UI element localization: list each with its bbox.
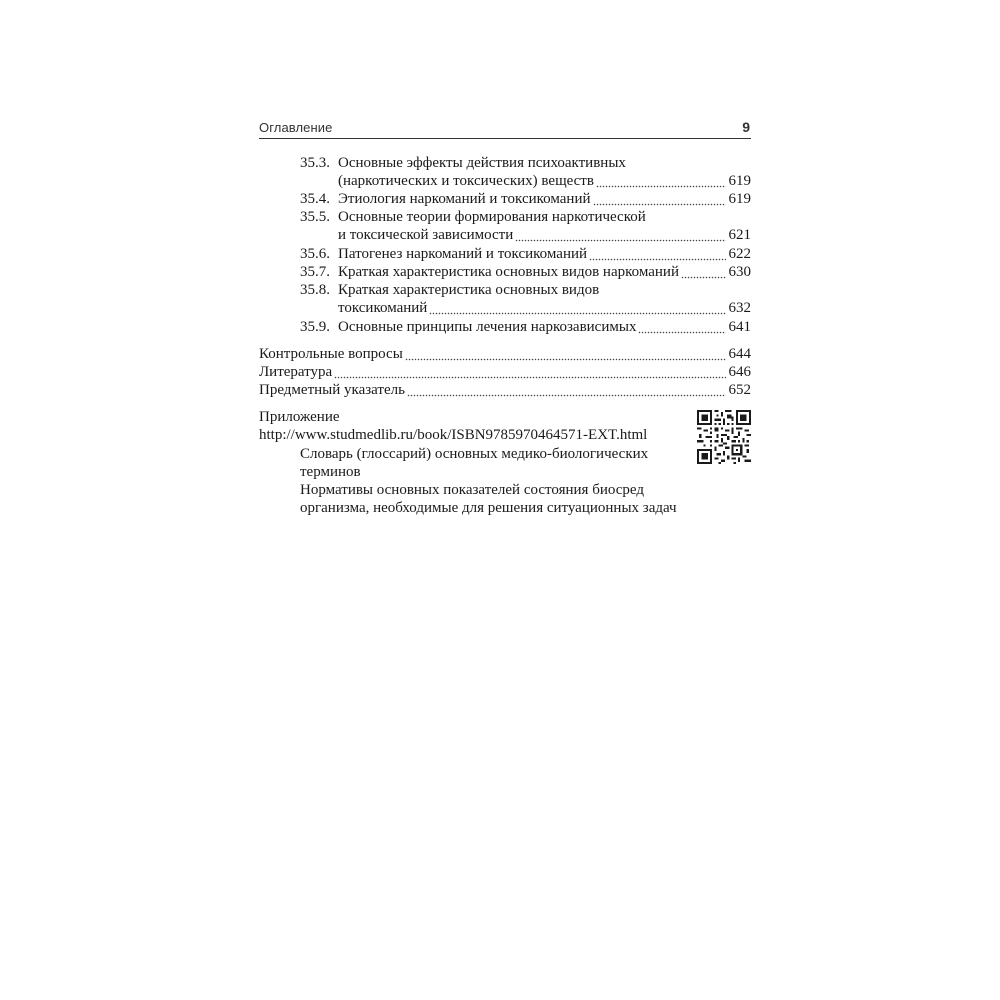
qr-code-icon[interactable] bbox=[697, 410, 751, 464]
appendix-title: Приложение bbox=[259, 409, 340, 425]
toc-entry-page: 641 bbox=[728, 319, 751, 335]
toc-entry-title: Краткая характеристика основных видов bbox=[338, 282, 600, 298]
dot-leader bbox=[638, 318, 726, 336]
toc-entry-title: токсикоманий bbox=[338, 300, 428, 316]
toc-entry-page: 644 bbox=[728, 346, 751, 362]
dot-leader bbox=[593, 190, 726, 208]
toc-entry-number: 35.4. bbox=[300, 191, 330, 207]
header-title: Оглавление bbox=[259, 120, 333, 135]
appendix-url-link[interactable]: http://www.studmedlib.ru/book/ISBN9785970464571-EXT.html bbox=[259, 427, 648, 443]
toc-entry-page: 630 bbox=[728, 264, 751, 280]
toc-entry-page: 619 bbox=[728, 173, 751, 189]
dot-leader bbox=[596, 172, 726, 190]
dot-leader bbox=[681, 263, 726, 281]
toc-entry-title: Этиология наркоманий и токсикоманий bbox=[338, 191, 591, 207]
toc-entry-number: 35.3. bbox=[300, 155, 330, 171]
toc-entry-title: Основные эффекты действия психоактивных bbox=[338, 155, 626, 171]
toc-entry-title: Литература bbox=[259, 364, 333, 380]
toc-entry-number: 35.5. bbox=[300, 209, 330, 225]
toc-entry-title: Основные принципы лечения наркозависимых bbox=[338, 319, 637, 335]
dot-leader bbox=[405, 345, 726, 363]
dot-leader bbox=[334, 363, 726, 381]
dot-leader bbox=[589, 245, 726, 263]
header-rule bbox=[259, 138, 751, 139]
appendix-item-norms-line-1: Нормативы основных показателей состояния биосред bbox=[300, 482, 644, 498]
toc-entry-page: 632 bbox=[728, 300, 751, 316]
running-header bbox=[259, 119, 751, 139]
toc-entry-title: (наркотических и токсических) веществ bbox=[338, 173, 594, 189]
toc-entry-number: 35.9. bbox=[300, 319, 330, 335]
toc-entry-title: Контрольные вопросы bbox=[259, 346, 403, 362]
toc-entry-number: 35.6. bbox=[300, 246, 330, 262]
toc-entry-page: 652 bbox=[728, 382, 751, 398]
toc-entry-title: Краткая характеристика основных видов наркоманий bbox=[338, 264, 679, 280]
appendix-item-norms-line-2: организма, необходимые для решения ситуационных задач bbox=[300, 500, 677, 516]
toc-entry-page: 622 bbox=[728, 246, 751, 262]
toc-entry-number: 35.8. bbox=[300, 282, 330, 298]
dot-leader bbox=[429, 299, 726, 317]
dot-leader bbox=[515, 226, 726, 244]
toc-entry-page: 646 bbox=[728, 364, 751, 380]
toc-entry-title: и токсической зависимости bbox=[338, 227, 514, 243]
toc-entry-title: Предметный указатель bbox=[259, 382, 405, 398]
toc-entry-page: 621 bbox=[728, 227, 751, 243]
toc-entry-number: 35.7. bbox=[300, 264, 330, 280]
appendix-item-glossary-line-2: терминов bbox=[300, 464, 361, 480]
toc-entry-title: Патогенез наркоманий и токсикоманий bbox=[338, 246, 588, 262]
toc-entry-title: Основные теории формирования наркотической bbox=[338, 209, 646, 225]
header-page-number: 9 bbox=[742, 119, 750, 135]
appendix-item-glossary-line-1: Словарь (глоссарий) основных медико-биологических bbox=[300, 446, 649, 462]
toc-entry-page: 619 bbox=[728, 191, 751, 207]
dot-leader bbox=[407, 381, 726, 399]
